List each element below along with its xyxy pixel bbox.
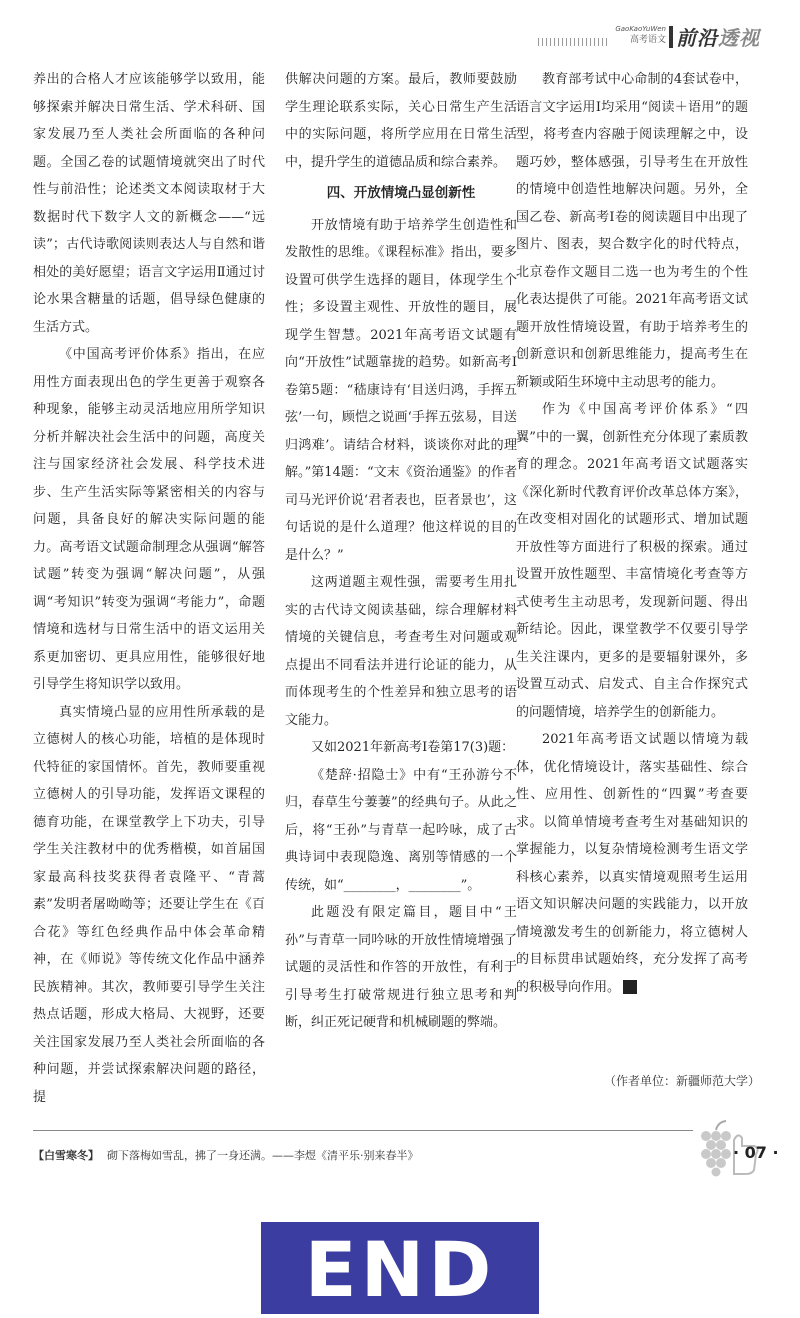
page-number: · 07 ·	[733, 1143, 779, 1162]
header-dotted-rule	[538, 38, 608, 46]
paragraph: 此题没有限定篇目，题目中“王孙”与青草一同吟咏的开放性情境增强了试题的灵活性和作答的开放性，有利于引导考生打破常规进行独立思考和判断，纠正死记硬背和机械刷题的弊端。	[285, 905, 517, 1030]
article-column-3	[516, 66, 748, 1001]
paragraph-text: 2021年高考语文试题以情境为载体，优化情境设计，落实基础性、综合性、应用性、创新性的“四翼”考查要求。以简单情境考查考生对基础知识的掌握能力，以复杂情境检测考生语文学科核心素养，以真实情境观照考生运用语文知识解决问题的实践能力，以开放情境激发考生的创新能力，将立德树人的目标贯串试题始终，充分发挥了高考的积极导向作用。	[516, 732, 748, 995]
paragraph: 《中国高考评价体系》指出，在应用性方面表现出色的学生更善于观察各种现象，能够主动灵活地应用所学知识分析并解决社会生活中的问题，高度关注与国家经济社会发展、科学技术进步、生产生活实际等紧密相关的内容与问题，具备良好的解决实际问题的能力。高考语文试题命制理念从强调“解答试题”转变为强调“解决问题”，从强调“考知识”转变为强调“考能力”，命题情境和选材与日常生活中的语文运用关系更加密切、更具应用性，能够很好地引导学生将知识学以致用。	[33, 347, 265, 692]
footer-quote	[33, 1147, 419, 1163]
header-magazine-en: GaoKaoYuWen	[615, 25, 666, 33]
section-title-main: 前沿	[676, 26, 718, 50]
article-column-1	[33, 66, 265, 1111]
paragraph: 这两道题主观性强，需要考生用扎实的古代诗文阅读基础，综合理解材料情境的关键信息，考查考生对问题或观点提出不同看法并进行论证的能力，从而体现考生的个性差异和独立思考的语文能力。	[285, 575, 517, 728]
paragraph: 养出的合格人才应该能够学以致用，能够探索并解决日常生活、学术科研、国家发展乃至人类社会所面临的各种问题。全国乙卷的试题情境就突出了时代性与前沿性；论述类文本阅读取材于大数据时代下数字人文的新概念——“远读”；古代诗歌阅读则表达人与自然和谐相处的美好愿望；语言文字运用Ⅱ通过讨论水果含糖量的话题，倡导绿色健康的生活方式。	[33, 72, 265, 335]
section-title-tail: 透视	[718, 26, 760, 50]
paragraph	[516, 726, 748, 1001]
end-banner: END	[261, 1222, 539, 1314]
article-column-2	[285, 66, 517, 1037]
page-header	[0, 0, 800, 60]
paragraph: 又如2021年新高考Ⅰ卷第17(3)题：	[311, 740, 515, 755]
paragraph: 开放情境有助于培养学生创造性和发散性的思维。《课程标准》指出，要多设置可供学生选择的题目，体现学生个性；多设置主观性、开放性的题目，展现学生智慧。2021年高考语文试题有向“开放性”试题靠拢的趋势。如新高考Ⅰ卷第5题：“嵇康诗有‘目送归鸿，手挥五弦’一句，顾恺之说画‘手挥五弦易，目送归鸿难’。请结合材料，谈谈你对此的理解。”第14题：“文末《资治通鉴》的作者司马光评价说‘君者表也，臣者景也’，这句话说的是什么道理？他这样说的目的是什么？”	[285, 217, 517, 563]
paragraph: 供解决问题的方案。最后，教师要鼓励学生理论联系实际，关心日常生产生活中的实际问题，将所学应用在日常生活中，提升学生的道德品质和综合素养。	[285, 72, 517, 170]
header-magazine-name	[610, 26, 666, 45]
footer-rule	[33, 1130, 693, 1131]
paragraph: 作为《中国高考评价体系》“四翼”中的一翼，创新性充分体现了素质教育的理念。2021年高考语文试题落实《深化新时代教育评价改革总体方案》，在改变相对固化的试题形式、增加试题开放性等方面进行了积极的探索。通过设置开放性题型、丰富情境化考查等方式使考生主动思考，发现新问题、得出新结论。因此，课堂教学不仅要引导学生关注课内，更多的是要辐射课外，多设置互动式、启发式、自主合作探究式的问题情境，培养学生的创新能力。	[516, 402, 748, 720]
header-bar	[669, 26, 673, 48]
paragraph: 教育部考试中心命制的4套试卷中，语言文字运用Ⅰ均采用“阅读＋语用”的题型，将考查内容融于阅读理解之中，设题巧妙，整体感强，引导考生在开放性的情境中创造性地解决问题。另外，全国乙卷、新高考Ⅰ卷的阅读题目中出现了图片、图表，契合数字化的时代特点，北京卷作文题目二选一也为考生的个性化表达提供了可能。2021年高考语文试题开放性情境设置，有助于培养考生的创新意识和创新思维能力，提高考生在新颖或陌生环境中主动思考的能力。	[516, 72, 748, 390]
section-title	[676, 22, 760, 51]
paragraph: 真实情境凸显的应用性所承载的是立德树人的核心功能，培植的是体现时代特征的家国情怀。首先，教师要重视立德树人的引导功能，发挥语文课程的德育功能，在课堂教学上下功夫，引导学生关注教材中的优秀楷模，如首届国家最高科技奖获得者袁隆平、“青蒿素”发明者屠呦呦等；还要让学生在《百合花》等红色经典作品中体会革命精神，在《师说》等传统文化作品中涵养民族精神。其次，教师要引导学生关注热点话题，形成大格局、大视野，还要关注国家发展乃至人类社会所面临的各种问题，并尝试探索解决问题的路径，提	[33, 704, 265, 1105]
quoted-question: 《楚辞·招隐士》中有“王孙游兮不归，春草生兮萋萋”的经典句子。从此之后，将“王孙”与青草一起吟咏，成了古典诗词中表现隐逸、离别等情感的一个传统，如“________，________”。	[285, 767, 517, 893]
header-magazine-cn: 高考语文	[629, 35, 666, 45]
footer-tag: 【白雪寒冬】	[33, 1149, 99, 1162]
end-of-article-icon: y	[623, 980, 637, 994]
footer-quote-text: 砌下落梅如雪乱，拂了一身还满。——李煜《清平乐·别来春半》	[107, 1149, 419, 1162]
section-heading: 四、开放情境凸显创新性	[326, 185, 476, 201]
author-affiliation: （作者单位：新疆师范大学）	[603, 1074, 760, 1088]
